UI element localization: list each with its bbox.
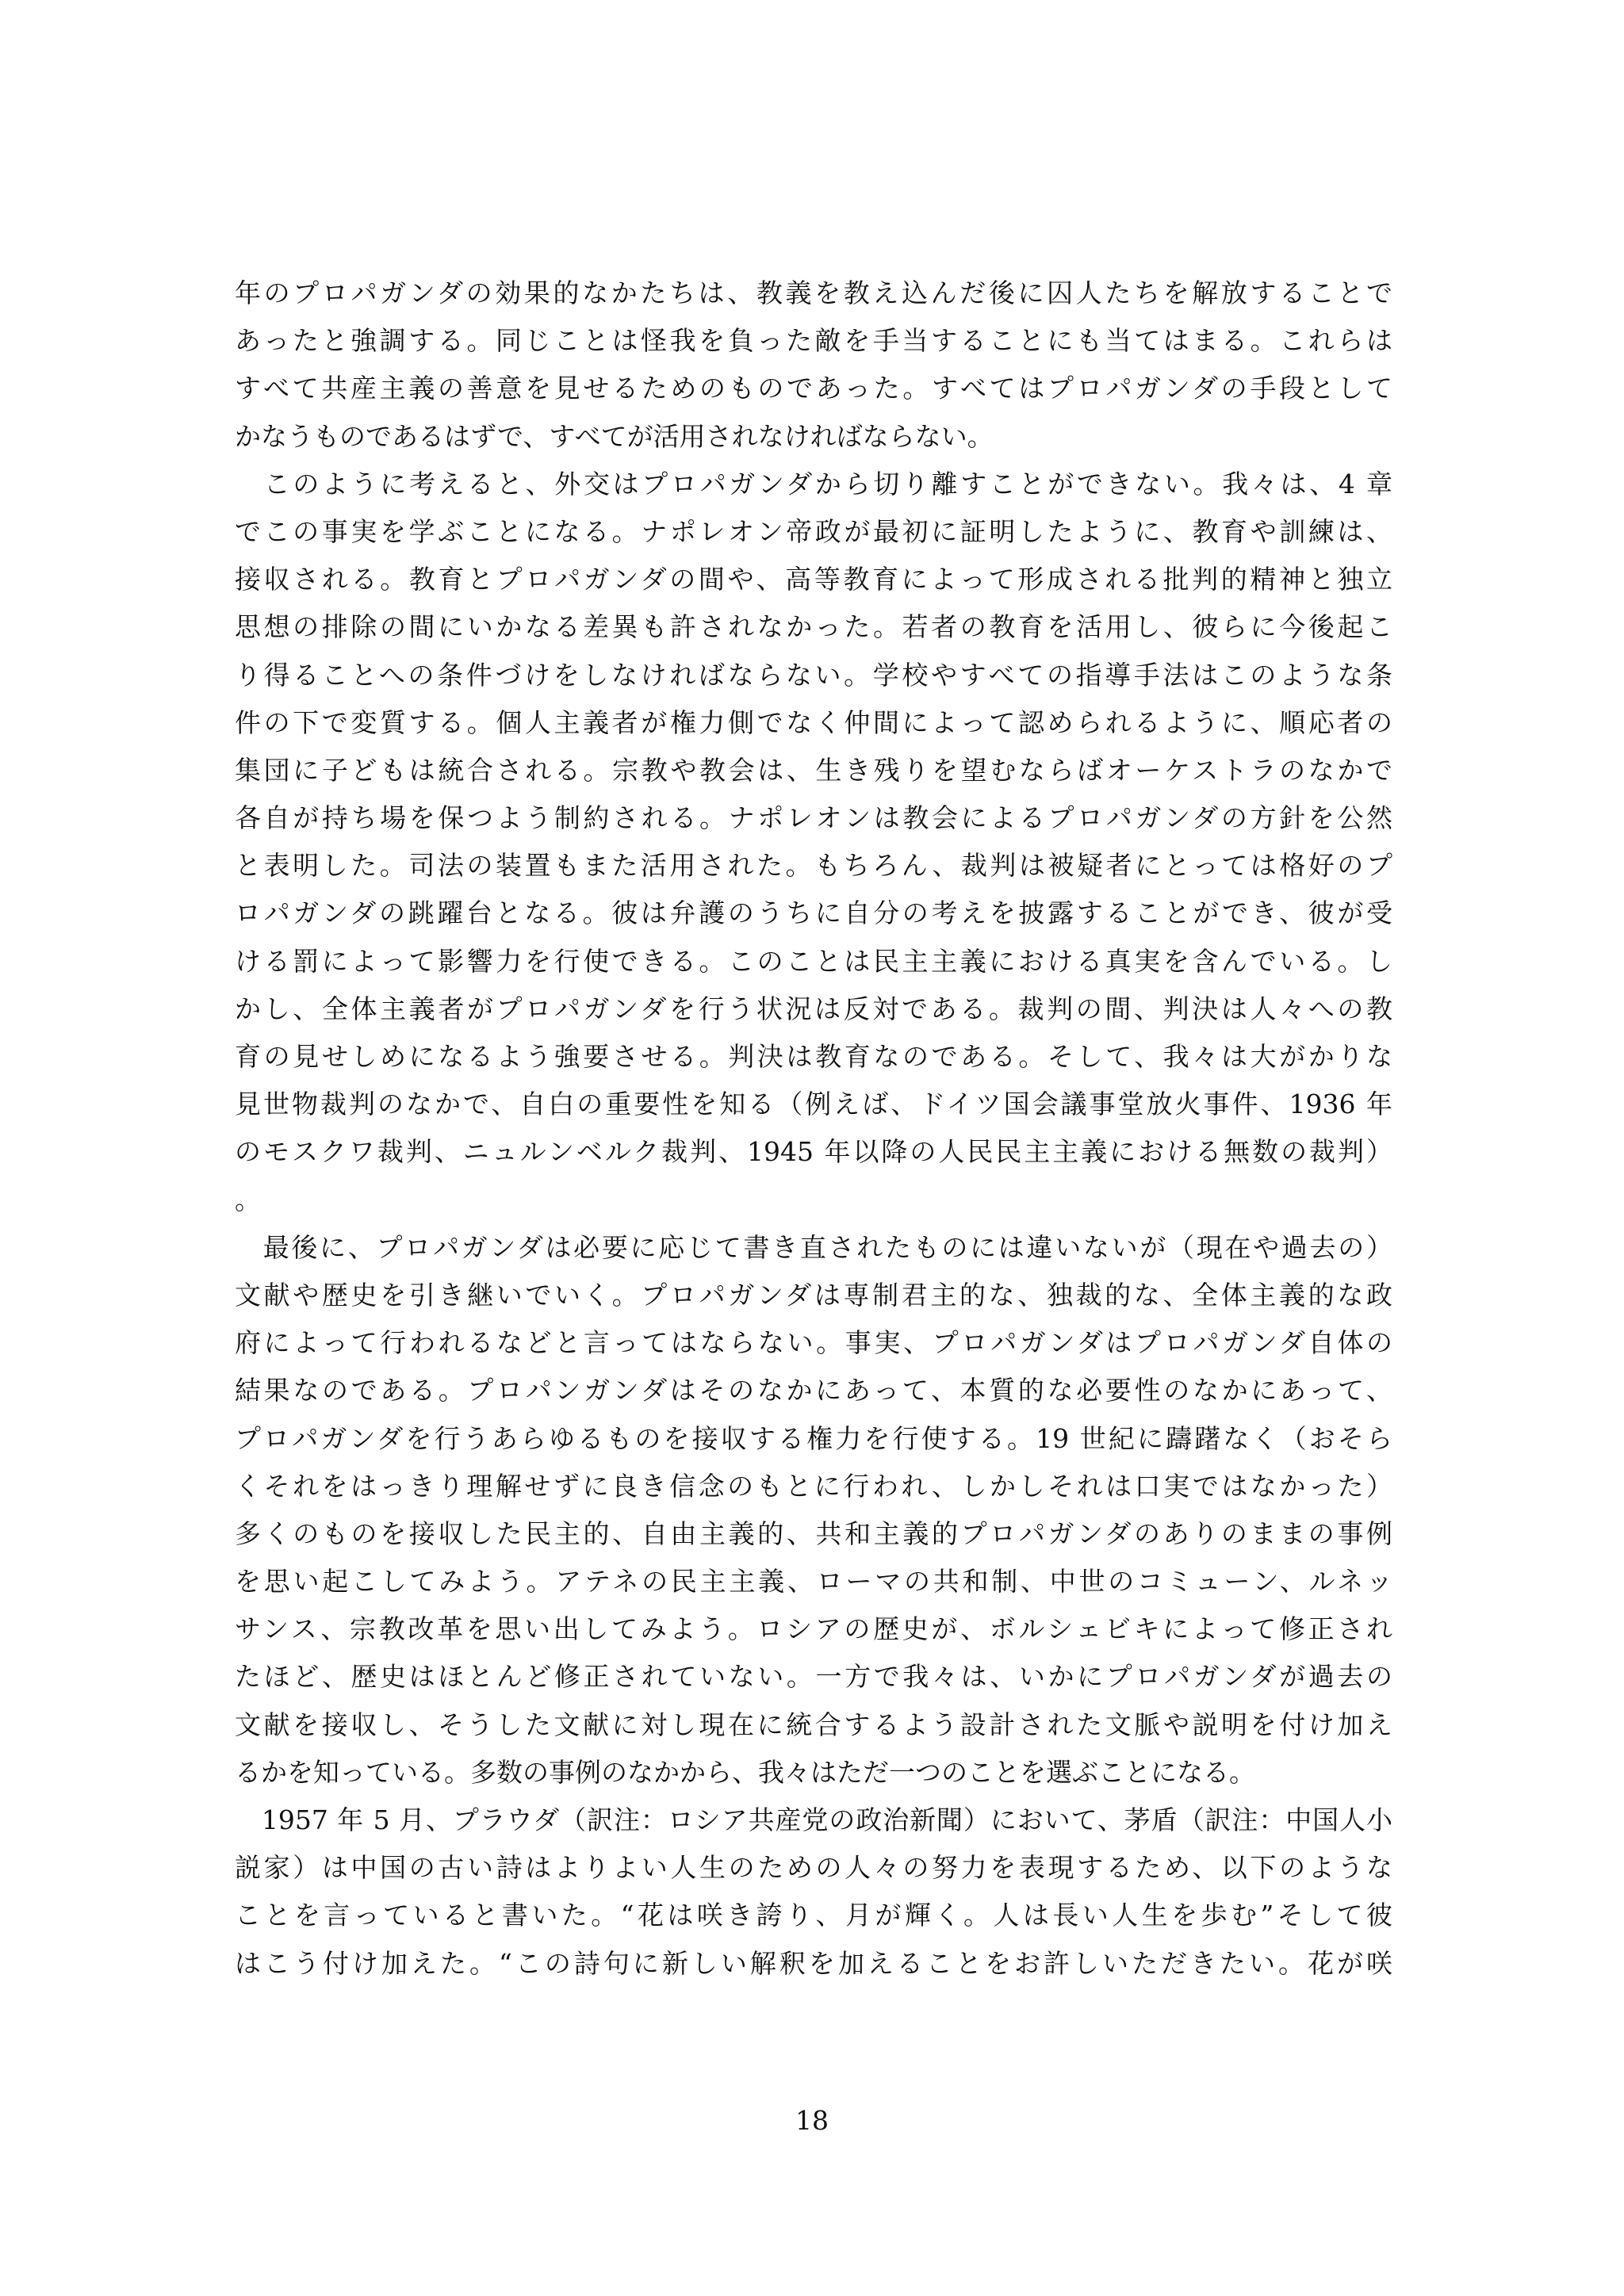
text-line: 多くのものを接収した民主的、自由主義的、共和主義的プロパガンダのありのままの事例 [235, 1517, 1392, 1549]
text-line: 最後に、プロパガンダは必要に応じて書き直されたものには違いないが（現在や過去の） [235, 1231, 1392, 1263]
text-line: と表明した。司法の装置もまた活用された。もちろん、裁判は被疑者にとっては格好のプ [235, 850, 1392, 882]
text-line: このように考えると、外交はプロパガンダから切り離すことができない。我々は、4 章 [235, 468, 1392, 499]
text-line: でこの事実を学ぶことになる。ナポレオン帝政が最初に証明したように、教育や訓練は、 [235, 515, 1392, 547]
text-line: のモスクワ裁判、ニュルンベルク裁判、1945 年以降の人民民主主義における無数の裁判） [235, 1136, 1392, 1168]
text-line: 育の見せしめになるよう強要させる。判決は教育なのである。そして、我々は大がかりな [235, 1041, 1392, 1072]
text-line: 。 [235, 1184, 261, 1215]
text-line: かし、全体主義者がプロパガンダを行う状況は反対である。裁判の間、判決は人々への教 [235, 993, 1392, 1024]
text-line: たほど、歴史はほとんど修正されていない。一方で我々は、いかにプロパガンダが過去の [235, 1661, 1392, 1693]
text-line: るかを知っている。多数の事例のなかから、我々はただ一つのことを選ぶことになる。 [235, 1756, 1255, 1788]
text-line: かなうものであるはずで、すべてが活用されなければならない。 [235, 420, 994, 452]
text-line: サンス、宗教改革を思い出してみよう。ロシアの歴史が、ボルシェビキによって修正され [235, 1613, 1392, 1645]
text-line: 文献を接収し、そうした文献に対し現在に統合するよう設計された文脈や説明を付け加え [235, 1709, 1392, 1740]
text-line: 説家）は中国の古い詩はよりよい人生のための人々の努力を表現するため、以下のような [235, 1852, 1392, 1884]
text-line: 府によって行われるなどと言ってはならない。事実、プロパガンダはプロパガンダ自体の [235, 1327, 1392, 1359]
text-line: 件の下で変質する。個人主義者が権力側でなく仲間によって認められるように、順応者の [235, 706, 1392, 738]
text-line: すべて共産主義の善意を見せるためのものであった。すべてはプロパガンダの手段として [235, 373, 1392, 404]
body-text [235, 270, 1392, 1988]
text-line: はこう付け加えた。“この詩句に新しい解釈を加えることをお許しいただきたい。花が咲 [235, 1947, 1392, 1979]
text-line: 結果なのである。プロパンガンダはそのなかにあって、本質的な必要性のなかにあって、 [235, 1375, 1392, 1406]
text-line: ける罰によって影響力を行使できる。このことは民主主義における真実を含んでいる。し [235, 945, 1392, 977]
text-line: プロパガンダを行うあらゆるものを接収する権力を行使する。19 世紀に躊躇なく（おそら [235, 1422, 1392, 1454]
page-number: 18 [795, 2105, 829, 2136]
text-line: あったと強調する。同じことは怪我を負った敵を手当することにも当てはまる。これらは [235, 325, 1392, 357]
text-line: 文献や歴史を引き継いでいく。プロパガンダは専制君主的な、独裁的な、全体主義的な政 [235, 1279, 1392, 1311]
text-line: 思想の排除の間にいかなる差異も許されなかった。若者の教育を活用し、彼らに今後起こ [235, 611, 1392, 643]
text-line: ことを言っていると書いた。“花は咲き誇り、月が輝く。人は長い人生を歩む”そして彼 [235, 1900, 1392, 1931]
text-line: 各自が持ち場を保つよう制約される。ナポレオンは教会によるプロパガンダの方針を公然 [235, 802, 1392, 834]
text-line: 年のプロパガンダの効果的なかたちは、教義を教え込んだ後に囚人たちを解放することで [235, 277, 1392, 308]
text-line: くそれをはっきり理解せずに良き信念のもとに行われ、しかしそれは口実ではなかった） [235, 1470, 1392, 1502]
text-line: 接収される。教育とプロパガンダの間や、高等教育によって形成される批判的精神と独立 [235, 564, 1392, 595]
text-line: ロパガンダの跳躍台となる。彼は弁護のうちに自分の考えを披露することができ、彼が受 [235, 897, 1392, 929]
text-line: を思い起こしてみよう。アテネの民主主義、ローマの共和制、中世のコミューン、ルネッ [235, 1566, 1392, 1598]
text-line: 集団に子どもは統合される。宗教や教会は、生き残りを望むならばオーケストラのなかで [235, 754, 1392, 786]
text-line: 1957 年 5 月、プラウダ（訳注：ロシア共産党の政治新聞）において、茅盾（訳注：中国人小 [235, 1804, 1392, 1835]
text-line: 見世物裁判のなかで、自白の重要性を知る（例えば、ドイツ国会議事堂放火事件、1936 年 [235, 1089, 1392, 1120]
text-line: り得ることへの条件づけをしなければならない。学校やすべての指導手法はこのような条 [235, 659, 1392, 691]
